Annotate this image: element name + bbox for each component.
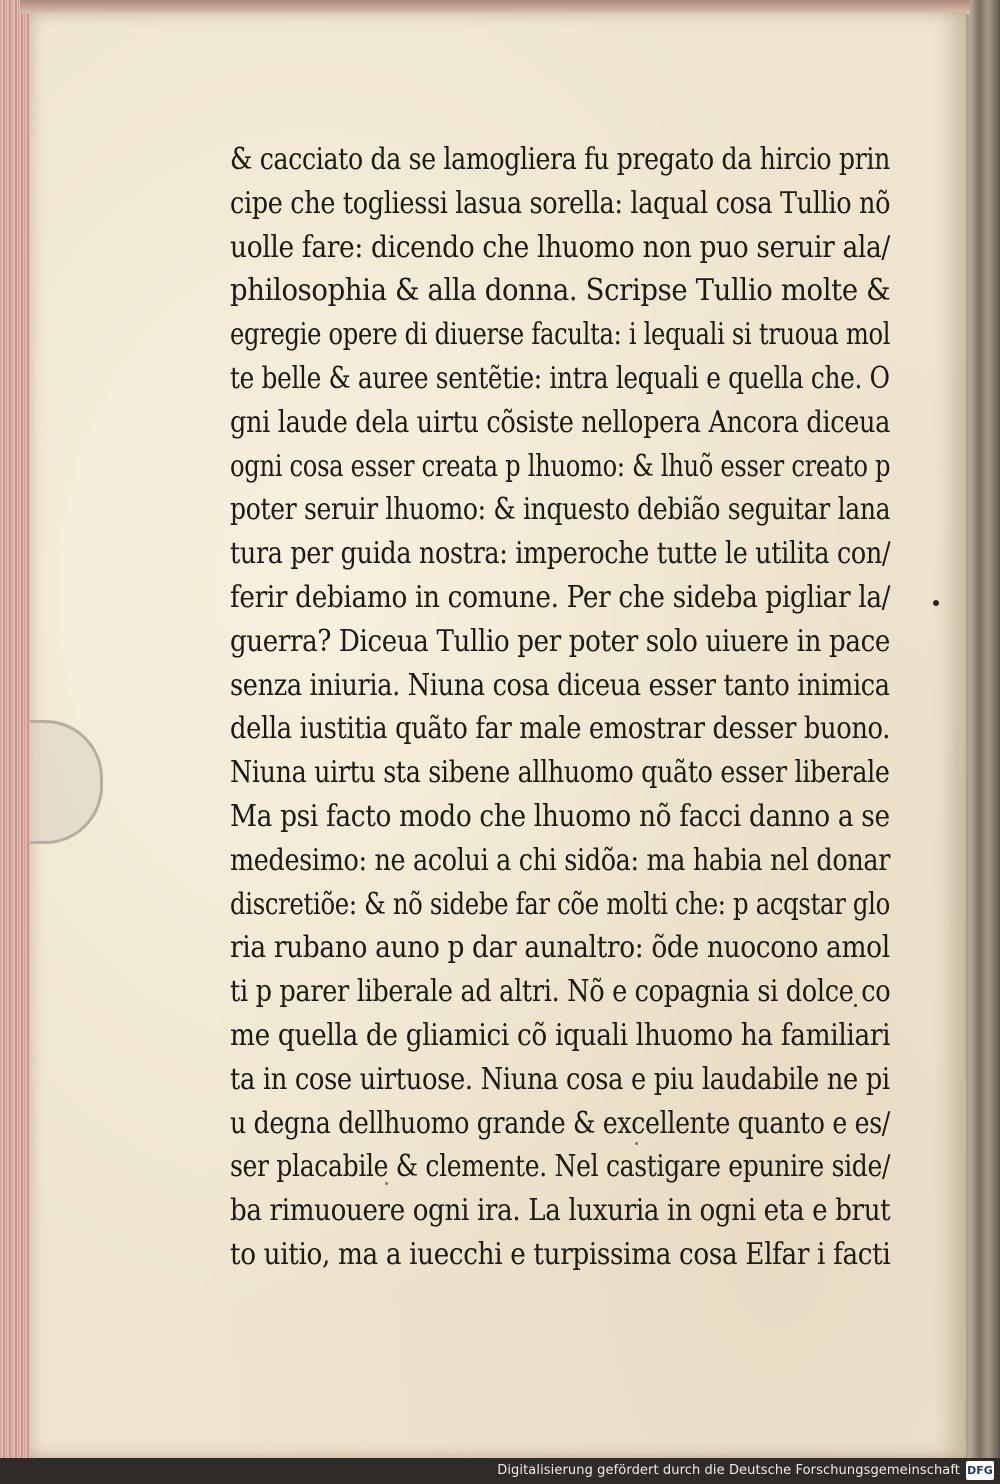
printed-text-block [230, 138, 890, 1277]
text-line: Niuna uirtu sta sibene allhuomo quãto esser liberale [230, 755, 890, 791]
text-line: discretiõe: & nõ sidebe far cõe molti che: p acqstar glo [230, 886, 890, 922]
text-line: cipe che togliessi lasua sorella: laqual cosa Tullio nõ [230, 185, 891, 221]
text-line: senza iniuria. Niuna cosa diceua esser tanto inimica [230, 667, 890, 703]
text-line: philosophia & alla donna. Scripse Tullio molte & [230, 273, 891, 309]
text-line: gni laude dela uirtu cõsiste nellopera Ancora diceua [230, 404, 891, 440]
text-line: ti p parer liberale ad altri. Nõ e copagnia si dolce co [230, 974, 891, 1010]
text-line: me quella de gliamici cõ iquali lhuomo ha familiari [230, 1017, 891, 1053]
text-line: te belle & auree sentẽtie: intra lequali e quella che. O [230, 360, 890, 396]
ink-speck [933, 600, 939, 606]
text-line: u degna dellhuomo grande & excellente quanto e es/ [230, 1105, 890, 1141]
text-line: egregie opere di diuerse faculta: i lequali si truoua mol [230, 317, 891, 353]
text-line: & cacciato da se lamogliera fu pregato da hircio prin [230, 142, 891, 177]
book-left-page-edges [0, 0, 34, 1458]
text-line: della iustitia quãto far male emostrar desser buono. [230, 711, 891, 747]
text-line: ria rubano auno p dar aunaltro: õde nuocono amol [230, 930, 890, 966]
text-line: uolle fare: dicendo che lhuomo non puo seruir ala/ [230, 229, 890, 265]
text-line: ba rimuouere ogni ira. La luxuria in ogni eta e brut [230, 1193, 891, 1229]
footer-credit: Digitalisierung gefördert durch die Deutsche Forschungsgemeinschaft [497, 1463, 960, 1478]
text-line: to uitio, ma a iuecchi e turpissima cosa Elfar i facti [230, 1236, 891, 1272]
text-line: ta in cose uirtuose. Niuna cosa e piu laudabile ne pi [230, 1061, 890, 1097]
text-line: poter seruir lhuomo: & inquesto debião seguitar lana [230, 492, 891, 528]
text-line: guerra? Diceua Tullio per poter solo uiuere in pace [230, 623, 890, 659]
text-line: tura per guida nostra: imperoche tutte le utilita con/ [230, 536, 891, 572]
text-line: ser placabile & clemente. Nel castigare epunire side/ [230, 1149, 891, 1185]
text-line: ogni cosa esser creata p lhuomo: & lhuõ esser creato p [230, 448, 891, 484]
text-line: medesimo: ne acolui a chi sidõa: ma habia nel donar [230, 842, 891, 878]
book-page [30, 12, 966, 1458]
text-line: ferir debiamo in comune. Per che sideba pigliar la/ [230, 579, 891, 615]
text-line: Ma psi facto modo che lhuomo nõ facci danno a se [230, 798, 890, 834]
digitization-footer [0, 1458, 1000, 1484]
page-clip-tab [30, 720, 103, 844]
dfg-logo: DFG [966, 1461, 994, 1480]
book-right-fore-edge [962, 0, 1000, 1458]
